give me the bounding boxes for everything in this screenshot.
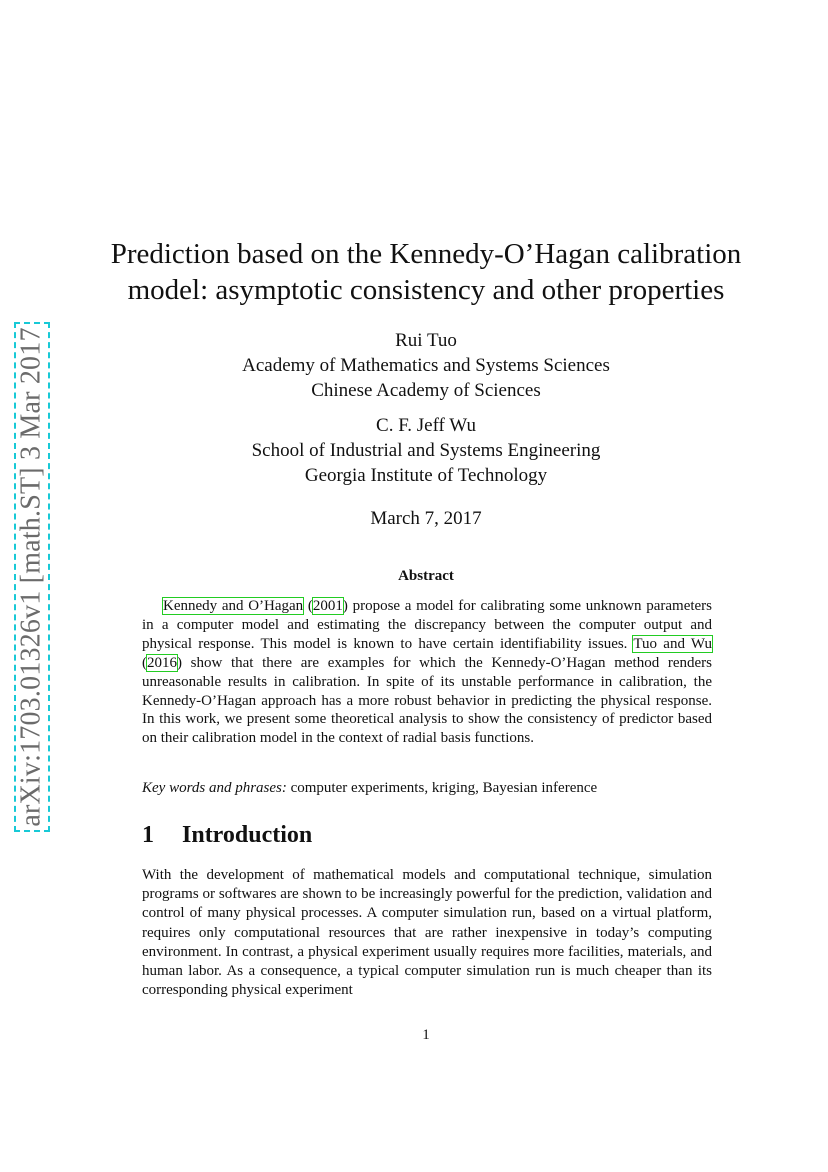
author-1-affiliation-1: Academy of Mathematics and Systems Sciences	[242, 355, 610, 376]
arxiv-identifier-text: arXiv:1703.01326v1 [math.ST] 3 Mar 2017	[16, 327, 48, 827]
keywords-line	[142, 779, 712, 798]
title-line-1: Prediction based on the Kennedy-O’Hagan calibration	[110, 238, 742, 270]
section-heading-introduction	[142, 822, 312, 849]
author-1-affiliation-2: Chinese Academy of Sciences	[311, 380, 541, 401]
abstract-body	[142, 597, 712, 748]
author-2	[150, 413, 702, 488]
citation-year-2001[interactable]: 2001	[312, 598, 343, 614]
section-title-text: Introduction	[182, 822, 313, 848]
paper-title	[90, 236, 762, 308]
author-block	[150, 328, 702, 531]
author-2-affiliation-1: School of Industrial and Systems Engineering	[251, 440, 601, 461]
citation-year-2016[interactable]: 2016	[147, 654, 177, 671]
publication-date: March 7, 2017	[370, 508, 482, 529]
citation-paren-open-2: (	[142, 654, 147, 671]
introduction-paragraph: With the development of mathematical models and computational technique, simulation programs or softwares are shown to be increasingly powerful for the prediction, validation and control of many physical processes. A computer simulation run, based on a virtual platform, requires only computational resources that are rather inexpensive in today’s computing environment. In contrast, a physical experiment usually requires more facilities, materials, and human labor. As a consequence, a typical computer simulation run is much cheaper than its corresponding physical experiment	[142, 867, 712, 999]
author-1	[150, 328, 702, 403]
citation-paren-open: (	[303, 598, 313, 614]
keywords-label: Key words and phrases:	[142, 780, 287, 796]
page-number: 1	[422, 1027, 430, 1043]
citation-tuo-wu[interactable]: Tuo and Wu	[633, 635, 712, 652]
abstract-text-part-1: ) propose a model for calibrating some unknown parameters in a computer model and estimating the discrepancy between the computer output and physical response. This model is known to have certain identifiability issues.	[142, 598, 713, 652]
abstract-text-part-2: ) show that there are examples for which the Kennedy-O’Hagan method renders unreasonable results in calibration. In spite of its unstable performance in calibration, the Kennedy-O’Hagan approach has a more robust behavior in predicting the physical response. In this work, we present some theoretical analysis to show the consistency of predictor based on their calibration model in the context of radial basis functions.	[142, 654, 712, 747]
section-number: 1	[142, 822, 154, 848]
arxiv-identifier-stamp[interactable]	[14, 322, 50, 832]
abstract-heading: Abstract	[398, 568, 454, 584]
author-2-affiliation-2: Georgia Institute of Technology	[304, 465, 548, 486]
author-2-name: C. F. Jeff Wu	[376, 415, 476, 436]
citation-kennedy-ohagan[interactable]: Kennedy and O’Hagan	[163, 598, 304, 614]
title-line-2: model: asymptotic consistency and other properties	[127, 274, 725, 306]
keywords-list: computer experiments, kriging, Bayesian inference	[286, 780, 598, 796]
author-1-name: Rui Tuo	[395, 330, 457, 351]
